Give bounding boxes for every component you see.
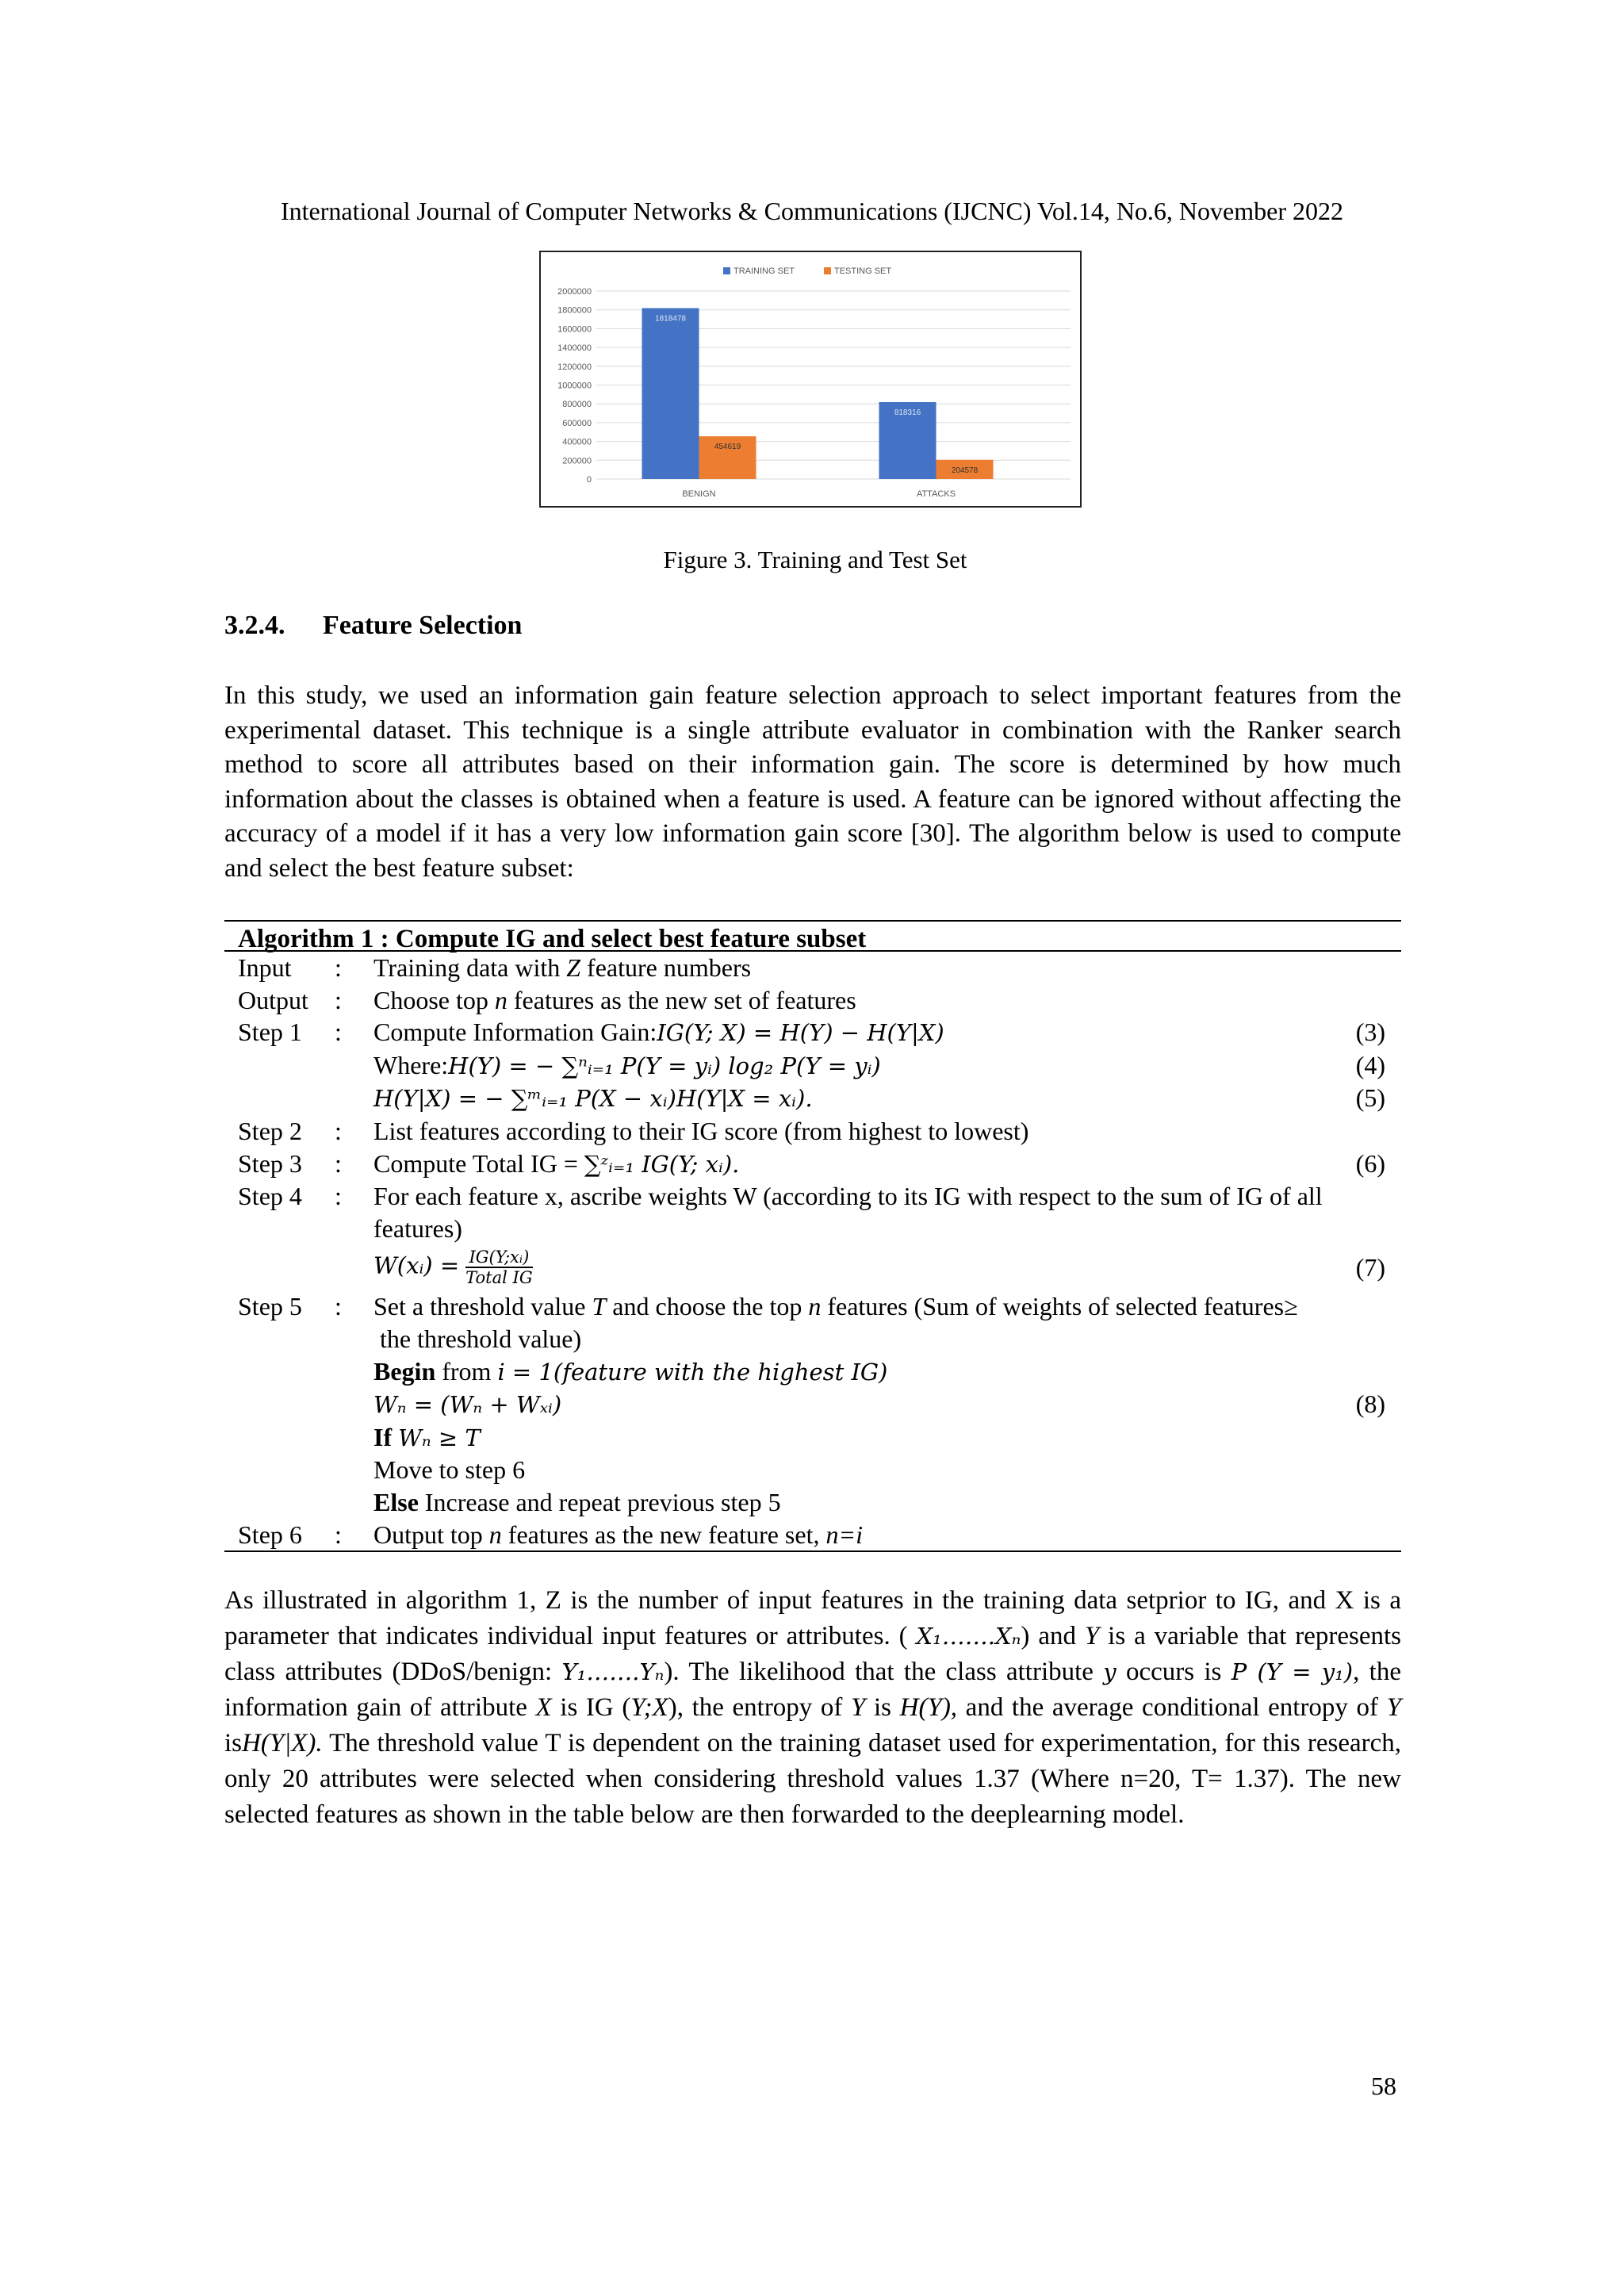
equation-number: (3) <box>1355 1018 1385 1047</box>
row-body: Set a threshold value T and choose the top n features (Sum of weights of selected features≥ <box>373 1292 1298 1321</box>
equation-6: ∑ᶻᵢ₌₁ IG(Y; xᵢ). <box>584 1150 740 1178</box>
algo-row-step3 <box>224 1148 1401 1181</box>
equation-5: H(Y|X) = − ∑ᵐᵢ₌₁ P(X − xᵢ)H(Y|X = xᵢ). <box>373 1085 813 1113</box>
figure-caption: Figure 3. Training and Test Set <box>663 546 967 573</box>
row-label: Step 1 <box>238 1018 302 1047</box>
algo-row-step5-cont <box>224 1323 1401 1355</box>
row-label: Output <box>238 985 308 1014</box>
row-label: Step 4 <box>238 1182 302 1211</box>
y-tick-label: 1600000 <box>557 324 592 335</box>
y-tick-label: 2000000 <box>557 287 592 297</box>
row-body: Compute Information Gain:IG(Y; X) = H(Y) − H(Y|X) <box>373 1018 944 1047</box>
equation-number: (7) <box>1355 1253 1385 1282</box>
algo-row-step4 <box>224 1180 1401 1244</box>
legend-label: TESTING SET <box>834 266 892 276</box>
algorithm-title: Algorithm 1 : Compute IG and select best feature subset <box>224 922 1401 952</box>
y-tick-label: 1200000 <box>557 362 592 372</box>
legend-label: TRAINING SET <box>733 266 795 276</box>
equation-number: (5) <box>1355 1083 1385 1113</box>
y-tick-label: 0 <box>586 475 592 485</box>
y-tick-label: 800000 <box>562 400 592 410</box>
y-tick-label: 400000 <box>562 437 592 447</box>
row-body <box>373 1082 1338 1115</box>
algo-row-eq5 <box>224 1082 1401 1115</box>
equation-7: W(xᵢ) = $\frac{\text{IG(Y;xᵢ)}}{\text{Total IG}}$ <box>373 1248 533 1288</box>
colon: : <box>335 1018 342 1047</box>
colon: : <box>335 1520 342 1549</box>
algorithm-box <box>224 920 1401 1552</box>
data-label: 1818478 <box>655 314 686 324</box>
algo-row-output <box>224 984 1401 1017</box>
section-number: 3.2.4. <box>224 611 285 640</box>
algo-row-if <box>224 1421 1401 1455</box>
bar-chart <box>541 252 1080 506</box>
row-label: Step 2 <box>238 1116 302 1145</box>
row-body: If Wₙ ≥ T <box>373 1422 481 1451</box>
algo-row-begin <box>224 1355 1401 1389</box>
algo-row-input <box>224 952 1401 984</box>
legend-swatch <box>723 267 730 274</box>
colon: : <box>335 1148 342 1178</box>
data-label: 454619 <box>714 443 741 452</box>
section-heading <box>224 611 522 641</box>
figure-3-chart <box>539 251 1082 508</box>
y-tick-label: 600000 <box>562 418 592 428</box>
row-body: the threshold value) <box>380 1324 582 1353</box>
row-body: List features according to their IG score (from highest to lowest) <box>373 1116 1029 1145</box>
algo-row-move <box>224 1454 1401 1486</box>
algorithm-table <box>224 952 1401 1550</box>
equation-4: H(Y) = − ∑ⁿᵢ₌₁ P(Y = yᵢ) log₂ P(Y = yᵢ) <box>448 1052 881 1079</box>
algo-row-else <box>224 1486 1401 1519</box>
row-body: For each feature x, ascribe weights W (according to its IG with respect to the sum of IG of all features) <box>373 1182 1323 1243</box>
equation-number: (4) <box>1355 1050 1385 1079</box>
row-body: Where:H(Y) = − ∑ⁿᵢ₌₁ P(Y = yᵢ) log₂ P(Y = yᵢ) <box>373 1050 881 1079</box>
journal-header: International Journal of Computer Networks & Communications (IJCNC) Vol.14, No.6, November 2022 <box>281 197 1343 225</box>
y-tick-label: 200000 <box>562 456 592 466</box>
row-label: Input <box>238 953 292 982</box>
row-body: Else Increase and repeat previous step 5 <box>373 1487 781 1516</box>
row-label: Step 3 <box>238 1148 302 1178</box>
algo-row-step1 <box>224 1016 1401 1049</box>
row-body: Compute Total IG = ∑ᶻᵢ₌₁ IG(Y; xᵢ). <box>373 1148 740 1178</box>
algo-row-eq7 <box>224 1244 1401 1290</box>
equation-number: (6) <box>1355 1148 1385 1178</box>
algo-row-eq4 <box>224 1049 1401 1083</box>
bar <box>642 309 699 479</box>
algo-row-step5 <box>224 1290 1401 1323</box>
row-body: Training data with Z feature numbers <box>373 953 752 982</box>
page-number: 58 <box>1371 2072 1396 2100</box>
explanation-paragraph: As illustrated in algorithm 1, Z is the number of input features in the training data setprior to IG, and X is a parameter that indicates individual input features or attributes. ( X₁…….Xₙ) and Y is a variable that represents class attributes (DDoS/benign: Y₁…….Yₙ). The likelihood that the class attribute y occurs is P (Y = y₁), the information gain of attribute X is IG (Y;X), the entropy of Y is H(Y), and the average conditional entropy of Y isH(Y|X). The threshold value T is dependent on the training dataset used for experimentation, for this research, only 20 attributes were selected when considering threshold values 1.37 (Where n=20, T= 1.37). The new selected features as shown in the table below are then forwarded to the deeplearning model. <box>224 1586 1402 1829</box>
y-tick-label: 1000000 <box>557 381 592 391</box>
colon: : <box>335 985 342 1014</box>
intro-paragraph: In this study, we used an information gain feature selection approach to select important features from the experimental dataset. This technique is a single attribute evaluator in combination with the Ranker search method to score all attributes based on their information gain. The score is determined by how much information about the classes is obtained when a feature is used. A feature can be ignored without affecting the accuracy of a model if it has a very low information gain score [30]. The algorithm below is used to compute and select the best feature subset: <box>224 681 1401 883</box>
colon: : <box>335 953 342 982</box>
colon: : <box>335 1116 342 1145</box>
algo-row-step6 <box>224 1519 1401 1551</box>
x-tick-label: BENIGN <box>682 489 716 499</box>
row-body: Begin from i = 1(feature with the highest IG) <box>373 1356 888 1386</box>
data-label: 818316 <box>894 408 921 418</box>
row-body: Move to step 6 <box>373 1455 526 1485</box>
colon: : <box>335 1292 342 1321</box>
x-tick-label: ATTACKS <box>916 489 956 499</box>
algo-row-eq8 <box>224 1388 1401 1421</box>
algo-row-step2 <box>224 1115 1401 1148</box>
row-body: Output top n features as the new feature set, n=i <box>373 1520 863 1549</box>
y-tick-label: 1800000 <box>557 305 592 316</box>
y-tick-label: 1400000 <box>557 343 592 354</box>
legend-swatch <box>824 267 831 274</box>
equation-8: Wₙ = (Wₙ + Wₓᵢ) <box>373 1391 562 1419</box>
data-label: 204578 <box>951 466 979 475</box>
equation-3: IG(Y; X) = H(Y) − H(Y|X) <box>657 1019 944 1047</box>
row-body: Choose top n features as the new set of features <box>373 985 856 1014</box>
section-title: Feature Selection <box>323 611 523 640</box>
row-label: Step 5 <box>238 1292 302 1321</box>
colon: : <box>335 1182 342 1211</box>
row-label: Step 6 <box>238 1520 302 1549</box>
equation-number: (8) <box>1355 1389 1385 1419</box>
